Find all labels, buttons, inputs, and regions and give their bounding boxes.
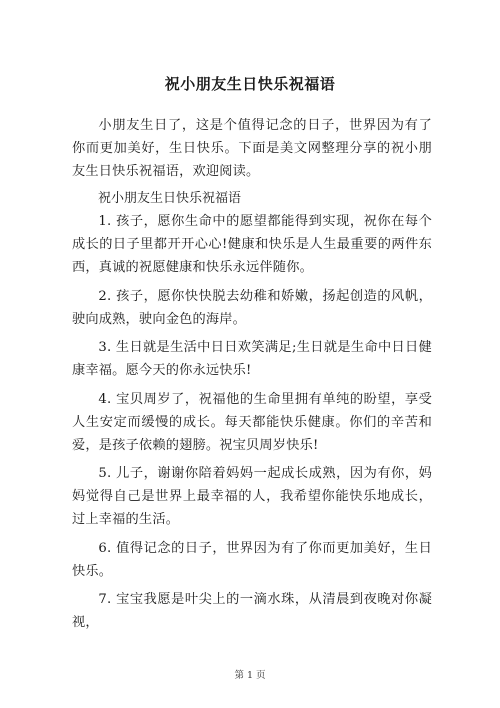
wish-item-5: 5. 儿子，谢谢你陪着妈妈一起成长成熟，因为有你，妈妈觉得自己是世界上最幸福的人，我希望你能快乐地成长，过上幸福的生活。	[72, 466, 432, 527]
document-title: 祝小朋友生日快乐祝福语	[164, 75, 336, 93]
wish-item-4: 4. 宝贝周岁了，祝福他的生命里拥有单纯的盼望，享受人生安定而缓慢的成长。每天都能快乐健康。你们的辛苦和爱，是孩子依赖的翅膀。祝宝贝周岁快乐!	[72, 391, 432, 453]
wish-item-2: 2. 孩子，愿你快快脱去幼稚和娇嫩，扬起创造的风帆，驶向成熟，驶向金色的海岸。	[72, 288, 432, 327]
document-body	[72, 115, 432, 635]
wish-item-1: 1. 孩子，愿你生命中的愿望都能得到实现，祝你在每个成长的日子里都开开心心!健康和快乐是人生最重要的两件东西，真诚的祝愿健康和快乐永远伴随你。	[72, 214, 432, 275]
wish-item-6: 6. 值得记念的日子，世界因为有了你而更加美好，生日快乐。	[72, 540, 432, 579]
intro-paragraph: 小朋友生日了，这是个值得记念的日子，世界因为有了你而更加美好，生日快乐。下面是美文网整理分享的祝小朋友生日快乐祝福语，欢迎阅读。	[72, 118, 432, 179]
section-subheading: 祝小朋友生日快乐祝福语	[98, 191, 242, 207]
page-number: 第 1 页	[234, 670, 266, 681]
wish-item-7: 7. 宝宝我愿是叶尖上的一滴水珠，从清晨到夜晚对你凝视，	[72, 592, 432, 631]
wish-item-3: 3. 生日就是生活中日日欢笑满足;生日就是生命中日日健康幸福。愿今天的你永远快乐!	[72, 340, 432, 379]
